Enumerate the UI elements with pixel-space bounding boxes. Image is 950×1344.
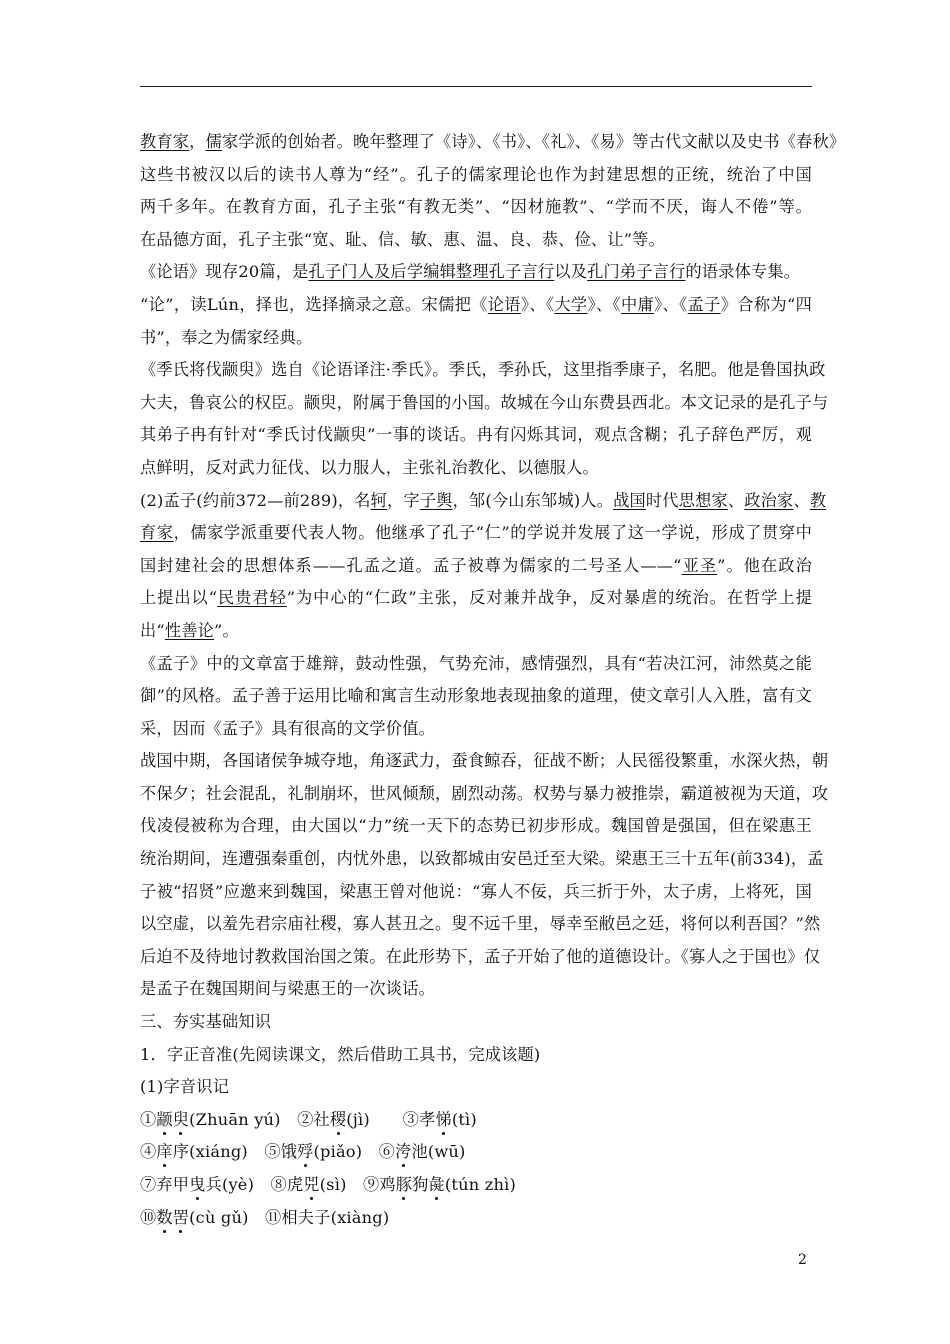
- text-span: 以及: [554, 262, 588, 282]
- p3-line: [140, 425, 812, 458]
- p1-line: [140, 230, 812, 263]
- p3-line: [140, 392, 829, 426]
- p2-line: [140, 295, 812, 328]
- text-span: 三、夯实基础知识: [140, 1012, 272, 1032]
- text-span: 书”，奉之为儒家经典。: [140, 327, 313, 347]
- p7-line: [140, 1110, 812, 1143]
- emphasis-dot-char: 洿: [395, 1142, 412, 1162]
- text-span: 狗: [412, 1175, 429, 1194]
- text-span: 点鲜明，反对武力征伐、以力服人，主张礼治教化、以德服人。: [140, 457, 599, 477]
- text-span: 战国中期，各国诸侯争城夺地，角逐武力，蚕食鲸吞，征战不断；人民徭役繁重，水深火热，朝: [140, 751, 829, 771]
- text-span: 御”的风格。孟子善于运用比喻和寓言生动形象地表现抽象的道理，使文章引人入胜，富有文: [140, 686, 812, 706]
- p6-line: [140, 783, 829, 817]
- text-span: ⑩: [140, 1207, 157, 1227]
- text-span: ”。: [214, 620, 239, 640]
- p2-line: [140, 328, 812, 361]
- p1-line: [140, 197, 812, 230]
- text-span: 》合称为“四: [720, 294, 812, 314]
- p7-line: [140, 1175, 812, 1208]
- text-span: 池(wū): [411, 1142, 466, 1162]
- text-span: (1)字音识记: [140, 1077, 230, 1097]
- text-span: 《孟子》中的文章富于雄辩，鼓动性强，气势充沛，感情强烈，具有“若决江河，沛然莫之能: [140, 653, 812, 673]
- text-span: 是孟子在魏国期间与梁惠王的一次谈话。: [140, 979, 435, 999]
- p4-line: [140, 556, 812, 589]
- underlined-term: 孔子门人及后学编辑整理孔子言行: [308, 262, 555, 282]
- emphasis-dot-char: 兕: [303, 1175, 320, 1194]
- underlined-term: 育家: [140, 523, 174, 543]
- p4-line: [140, 490, 827, 524]
- text-span: 这些书被汉以后的读书人尊为“经”。孔子的儒家理论也作为封建思想的正统，统治了中国: [140, 164, 812, 184]
- text-span: (tún zhì): [444, 1175, 516, 1194]
- text-span: 、: [793, 490, 810, 510]
- text-span: (sì) ⑨鸡: [319, 1175, 396, 1194]
- p4-line: [140, 588, 812, 621]
- p4-line: [140, 523, 812, 556]
- text-span: (cù gǔ) ⑪相夫子(xiàng): [189, 1207, 390, 1227]
- text-span: ④: [140, 1142, 157, 1162]
- text-span: 上提出以“: [140, 588, 218, 608]
- underlined-term: 亚圣: [681, 555, 718, 575]
- p5-line: [140, 686, 812, 719]
- text-span: 不保夕；社会混乱，礼制崩坏，世风倾颓，剧烈动荡。权势与暴力被推崇，霸道被视为天道，攻: [140, 783, 829, 803]
- underlined-term: 性善论: [164, 620, 215, 640]
- header-rule: [140, 86, 812, 87]
- text-span: 、: [727, 490, 745, 510]
- p6-line: [140, 849, 824, 882]
- underlined-term: 子舆: [419, 490, 453, 510]
- emphasis-dot-char: 曳: [189, 1175, 206, 1194]
- text-span: ，: [189, 132, 206, 151]
- text-span: (piǎo) ⑥: [313, 1142, 396, 1162]
- emphasis-dot-char: 罟: [172, 1207, 190, 1227]
- p6-line: [140, 946, 821, 980]
- document-body: [140, 132, 846, 1240]
- emphasis-dot-char: 悌: [435, 1109, 452, 1129]
- text-span: 伐凌侵被称为合理，由大国以“力”统一天下的态势已初步形成。魏国曾是强国，但在梁惠王: [140, 816, 812, 836]
- text-span: 两千多年。在教育方面，孔子主张“有教无类”、“因材施教”、“学而不厌，诲人不倦”等。: [140, 197, 812, 217]
- text-span: 兵(yè) ⑧虎: [205, 1175, 304, 1194]
- text-span: ，儒家学派重要代表人物。他继承了孔子“仁”的学说并发展了这一学说，形成了贯穿中: [173, 523, 812, 543]
- emphasis-dot-char: 臾: [172, 1109, 190, 1129]
- text-span: 子被“招贤”应邀来到魏国，梁惠王曾对他说：“寡人不佞，兵三折于外，太子虏，上将死，国: [140, 881, 812, 901]
- p7-line: [140, 1142, 812, 1175]
- text-span: 序(xiáng) ⑤饿: [172, 1142, 298, 1162]
- underlined-term: 论语: [487, 294, 521, 314]
- underlined-term: 大学: [554, 294, 588, 314]
- p6-line: [140, 816, 812, 849]
- p7-line: [140, 1077, 812, 1110]
- text-span: 以空虚，以羞先君宗庙社稷，寡人甚丑之。叟不远千里，辱幸至敝邑之廷，将何以利吾国？”然: [140, 914, 821, 934]
- text-span: 》、《: [654, 294, 688, 314]
- text-span: 大夫，鲁哀公的权臣。颛臾，附属于鲁国的小国。故城在今山东费县西北。本文记录的是孔子与: [140, 392, 829, 412]
- text-span: (tì): [451, 1109, 477, 1129]
- text-span: ”为中心的“仁政”主张，反对兼并战争，反对暴虐的统治。在哲学上提: [286, 588, 812, 608]
- underlined-term: 教: [809, 490, 827, 510]
- p7-line: [140, 1012, 812, 1045]
- text-span: 统治期间，连遭强秦重创，内忧外患，以致都城由安邑迁至大梁。梁惠王三十五年(前334)，孟: [140, 849, 824, 869]
- emphasis-dot-char: 稷: [329, 1109, 347, 1129]
- text-span: (2)孟子(约前372—前289)，名: [140, 490, 371, 510]
- text-span: (Zhuān yú) ②社: [189, 1109, 330, 1129]
- p1-line: [140, 165, 812, 198]
- underlined-term: 轲: [370, 490, 388, 510]
- text-span: 》、《: [520, 294, 555, 314]
- emphasis-dot-char: 彘: [428, 1175, 445, 1194]
- underlined-term: 儒: [205, 132, 222, 151]
- text-span: ⑦弃甲: [140, 1175, 190, 1194]
- text-span: 后迫不及待地讨教救国治国之策。在此形势下，孟子开始了他的道德设计。《寡人之于国也》仅: [140, 946, 821, 966]
- p5-line: [140, 654, 812, 687]
- underlined-term: 孔门弟子言行: [587, 262, 686, 282]
- underlined-term: 教育家: [140, 132, 190, 151]
- text-span: 家学派的创始者。晚年整理了《诗》、《书》、《礼》、《易》等古代文献以及史书《春秋》: [221, 132, 846, 151]
- text-span: ①: [140, 1109, 157, 1129]
- underlined-term: 政治家: [744, 490, 794, 510]
- emphasis-dot-char: 数: [156, 1207, 173, 1227]
- p7-line: [140, 1208, 812, 1241]
- text-span: 》、《: [587, 294, 621, 314]
- underlined-term: 中庸: [620, 294, 655, 314]
- p6-line: [140, 882, 812, 915]
- text-span: 《论语》现存20篇，是: [140, 262, 309, 282]
- emphasis-dot-char: 豚: [395, 1175, 413, 1194]
- text-span: 国封建社会的思想体系——孔孟之道。孟子被尊为儒家的二号圣人——“: [140, 555, 682, 575]
- text-span: ，邹(今山东邹城)人。: [452, 490, 614, 510]
- page-number: 2: [798, 1252, 807, 1268]
- p6-line: [140, 751, 829, 784]
- text-span: ”。他在政治: [717, 555, 812, 575]
- text-span: “论”，读Lún，择也，选择摘录之意。宋儒把《: [140, 294, 488, 314]
- emphasis-dot-char: 庠: [156, 1142, 173, 1162]
- text-span: 时代: [645, 490, 679, 510]
- emphasis-dot-char: 殍: [297, 1142, 314, 1162]
- underlined-term: 孟子: [687, 294, 721, 314]
- text-span: 在品德方面，孔子主张“宽、耻、信、敏、惠、温、良、恭、俭、让”等。: [140, 229, 665, 249]
- underlined-term: 民贵君轻: [217, 588, 287, 608]
- p7-line: [140, 1045, 812, 1078]
- text-span: 《季氏将伐颛臾》选自《论语译注·季氏》。季氏，季孙氏，这里指季康子，名肥。他是鲁国执政: [140, 360, 826, 380]
- emphasis-dot-char: 颛: [156, 1109, 173, 1129]
- text-span: 的语录体专集。: [685, 262, 801, 282]
- p5-line: [140, 719, 812, 752]
- underlined-term: 战国: [613, 490, 646, 510]
- text-span: 采，因而《孟子》具有很高的文学价值。: [140, 718, 435, 738]
- text-span: 出“: [140, 620, 165, 640]
- p3-line: [140, 458, 812, 491]
- text-span: 1．字正音准(先阅读课文，然后借助工具书，完成该题): [140, 1044, 541, 1064]
- p2-line: [140, 262, 812, 295]
- p6-line: [140, 979, 812, 1012]
- underlined-term: 思想家: [678, 490, 728, 510]
- text-span: 其弟子冉有针对“季氏讨伐颛臾”一事的谈话。冉有闪烁其词，观点含糊；孔子辞色严厉，观: [140, 425, 812, 445]
- p3-line: [140, 360, 826, 393]
- p4-line: [140, 621, 812, 654]
- text-span: (jì) ③孝: [346, 1109, 436, 1129]
- text-span: ，字: [387, 490, 420, 510]
- p1-line: [140, 132, 846, 165]
- p6-line: [140, 914, 821, 947]
